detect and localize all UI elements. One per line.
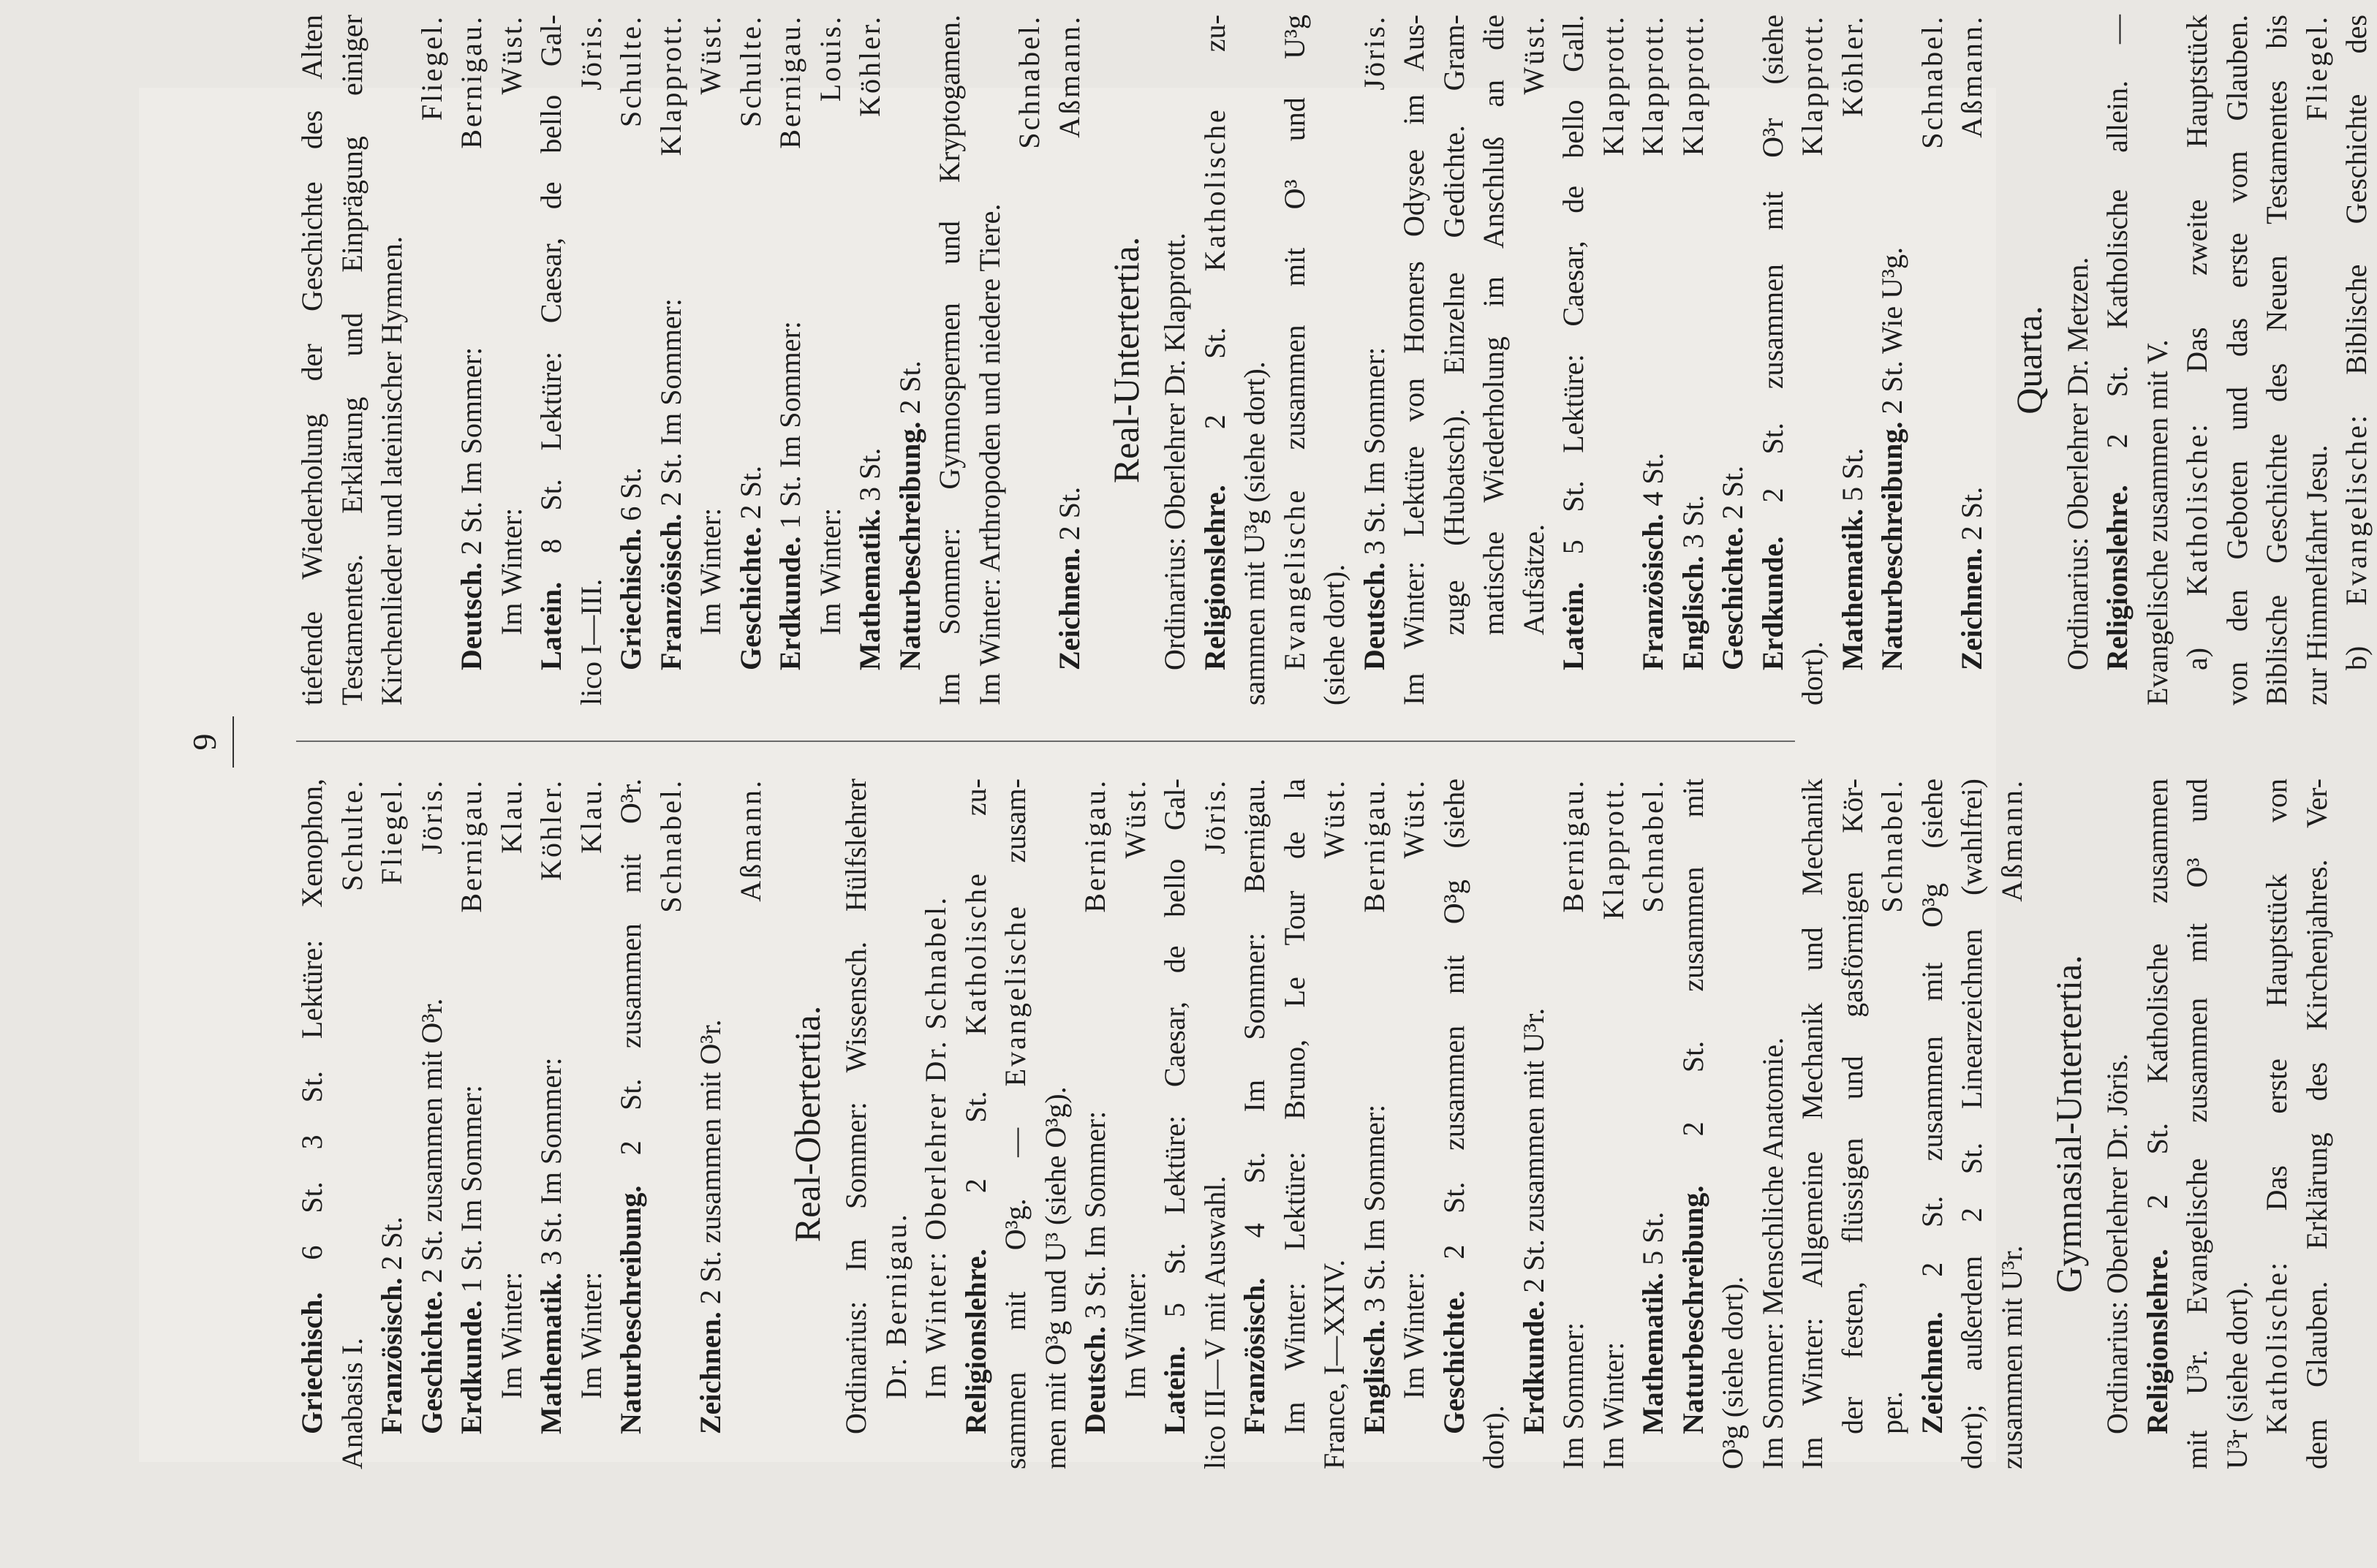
subject-label: Latein. (1158, 1345, 1191, 1434)
rotated-page (183, 14, 2373, 1469)
subject-label: Naturbeschreibung. (1676, 1185, 1709, 1434)
text-line (333, 779, 373, 1469)
text-run: 1 St. Im Sommer: (455, 1085, 488, 1300)
text-run: tiefende Wiederholung der Geschichte des Alten (295, 15, 328, 705)
text-run: 2 St. zusammen mit O³g (siehe (1437, 779, 1470, 1291)
text-line (1793, 15, 1833, 705)
text-run: Im Winter: (494, 507, 528, 635)
right-column (292, 15, 2377, 705)
subject-label: Naturbeschreibung. (614, 1185, 647, 1434)
section-heading: Real-Obertertia. (787, 1005, 828, 1243)
text-line (1913, 779, 1953, 1469)
text-line (452, 15, 492, 705)
subject-label: Erdkunde. (455, 1300, 488, 1434)
text-line (1554, 779, 1594, 1469)
text-line (2058, 15, 2098, 705)
subject-label: Französisch. (654, 513, 687, 670)
text-line (1155, 779, 1195, 1469)
teacher-name: Bernigau. (1557, 779, 1590, 913)
subject-label: Zeichnen. (1052, 548, 1086, 670)
text-line (1235, 15, 1275, 705)
text-run: von den Geboten und das erste vom Glauben. (2220, 15, 2253, 705)
text-line (492, 15, 532, 705)
text-line (2098, 15, 2138, 705)
text-run: 3 St. (853, 447, 886, 509)
text-run: matische Wiederholung im Anschluß an die (1477, 15, 1510, 635)
subject-label: Englisch. (1357, 1319, 1391, 1434)
text-line (1793, 779, 1833, 1469)
teacher-name: Klapprott. (1596, 15, 1630, 156)
text-run: 2 St. zusammen mit O³r. (415, 998, 448, 1291)
teacher-name: Bernigau. (455, 779, 488, 913)
text-run: 3 St. Im Sommer: (1357, 346, 1391, 563)
teacher-name: Louis. (813, 15, 847, 102)
text-line (836, 779, 877, 1469)
text-line (1050, 15, 1090, 705)
teacher-name: Bernigau. (774, 15, 806, 149)
subject-label: Zeichnen. (1915, 1311, 1949, 1434)
teacher-name: Schulte. (733, 15, 767, 127)
text-line (1474, 779, 1514, 1469)
teacher-name: Aßmann. (1995, 779, 2028, 902)
text-line (372, 779, 412, 1469)
text-run: Evangelische zusammen mit V. (2140, 339, 2174, 705)
teacher-name: Klapprott. (1596, 779, 1630, 920)
text-run: zusammen mit O³ und U³g (1277, 15, 1311, 488)
text-line (1833, 15, 1873, 705)
subject-label: Mathematik. (853, 508, 886, 670)
teacher-name: Schnabel. (1013, 15, 1046, 149)
text-run: 5 St. Lektüre: Caesar, de bello Gall. (1557, 15, 1590, 582)
text-run: Im Sommer: (1557, 1322, 1590, 1469)
text-line (1952, 779, 1992, 1469)
text-line (611, 15, 651, 705)
subject-label: Mathematik. (1636, 1272, 1669, 1434)
text-run: 2 St. (375, 1216, 408, 1278)
text-line (2218, 15, 2258, 705)
teacher-name: Fliegel. (415, 15, 448, 121)
teacher-name: Klau. (494, 779, 528, 854)
subject-label: Latein. (1557, 581, 1590, 670)
text-line (572, 15, 612, 705)
teacher-name: Wüst. (1118, 779, 1152, 859)
text-line (2177, 779, 2218, 1469)
text-run: Im Winter: Lektüre: Bruno, Le Tour de la (1277, 779, 1311, 1434)
subject-label: Zeichnen. (1955, 548, 1988, 670)
subject-label: Naturbeschreibung. (1875, 421, 1908, 670)
subject-label: Griechisch. (295, 1292, 328, 1434)
teacher-name: Wüst. (1397, 779, 1430, 859)
text-line (877, 779, 917, 1469)
text-run: sammen mit U³g (siehe dort). (1238, 361, 1271, 705)
teacher-name: Jöris. (1357, 15, 1391, 91)
text-run: 2 St. zusammen mit U³r. (1516, 1007, 1550, 1300)
teacher-name: Schnabel. (654, 779, 687, 913)
text-run: Ordinarius: Im Sommer: Wissensch. Hülfslehrer (839, 779, 872, 1434)
text-line (1195, 779, 1236, 1469)
text-line (1674, 15, 1714, 705)
text-run: 5 St. (1835, 447, 1869, 509)
page-number-rule (233, 716, 234, 768)
spaced-text: Katholische (959, 871, 992, 1036)
text-line (1713, 779, 1753, 1469)
text-run: dem Glauben. Erklärung des Kirchenjahres. Ver- (2299, 779, 2333, 1469)
text-line (1155, 15, 1195, 705)
text-run: 6 St. (614, 467, 647, 529)
text-line (1315, 779, 1355, 1469)
teacher-name: Aßmann. (733, 779, 767, 902)
teacher-name: Bernigau. (1078, 779, 1111, 913)
spaced-text: Evangelische (999, 904, 1032, 1087)
text-line (292, 15, 333, 705)
text-line (691, 15, 731, 705)
text-line (2177, 15, 2218, 705)
text-line (611, 779, 651, 1469)
text-run: zusammen mit U³r. (1995, 1245, 2028, 1469)
text-line (1474, 15, 1514, 705)
text-line (452, 779, 492, 1469)
text-run: Ordinarius: Oberlehrer Dr. Metzen. (2060, 257, 2094, 670)
text-line (1514, 15, 1554, 705)
text-line (1753, 15, 1794, 705)
text-run: 5 St. Lektüre: Caesar, de bello Gal- (1158, 779, 1191, 1346)
text-line (1355, 779, 1395, 1469)
text-run: 2 St. zusammen mit O³r. (614, 779, 647, 1186)
spaced-text: Evangelische (2340, 423, 2373, 606)
section-heading: Gymnasial-Untertertia. (2048, 955, 2089, 1293)
text-run: Im Winter: Allgemeine Mechanik und Mechanik (1796, 779, 1829, 1469)
text-run: dort). (1796, 641, 1829, 705)
text-line (2098, 779, 2138, 1469)
teacher-name: Wüst. (1516, 15, 1550, 95)
text-line (2138, 15, 2178, 705)
text-line (1992, 779, 2033, 1469)
text-run: 3 St. (1676, 494, 1709, 556)
text-run: zuge (Hubatsch). Einzelne Gedichte. Gram- (1437, 15, 1470, 635)
text-run: 5 St. (1636, 1211, 1669, 1273)
teacher-name: Klapprott. (654, 15, 687, 156)
teacher-name: Klapprott. (1796, 15, 1829, 156)
text-line (930, 15, 970, 705)
text-line (970, 15, 1010, 705)
subject-label: Englisch. (1676, 556, 1709, 670)
subject-label: Mathematik. (1835, 508, 1869, 670)
left-column (292, 779, 2337, 1469)
text-line (1514, 779, 1554, 1469)
text-line (532, 779, 572, 1469)
text-line (956, 779, 997, 1469)
text-line (850, 15, 891, 705)
text-line (2337, 15, 2377, 705)
text-run: 4 St. (1636, 452, 1669, 514)
teacher-name: Bernigau. (455, 15, 488, 149)
text-run: lico I—III. (574, 578, 608, 705)
text-line (1315, 15, 1355, 705)
subject-label: Mathematik. (534, 1272, 567, 1434)
subject-label: Geschichte. (1716, 526, 1749, 670)
text-line (771, 15, 811, 705)
section-heading: Quarta. (2008, 306, 2049, 414)
spaced-text: Katholische (1198, 107, 1231, 272)
text-run: zusam- (999, 779, 1032, 905)
text-run: 2 St. (1198, 271, 1231, 485)
text-run: Im Winter: Arthropoden und niedere Tiere. (972, 203, 1006, 705)
text-line (916, 779, 956, 1469)
text-run: Ordinarius: Oberlehrer Dr. Klapprott. (1158, 232, 1191, 670)
subject-label: Erdkunde. (1756, 536, 1789, 670)
text-line (1872, 779, 1913, 1469)
text-run: 2 St. (959, 1035, 992, 1249)
text-line (1195, 15, 1236, 705)
teacher-name: Klapprott. (1636, 15, 1669, 156)
subject-label: Erdkunde. (1516, 1300, 1550, 1434)
text-line (1076, 779, 1116, 1469)
teacher-name: Köhler. (853, 15, 886, 117)
text-line (412, 779, 453, 1469)
text-run: 2 St. (893, 360, 926, 422)
text-line (1753, 779, 1794, 1469)
text-run: 2 St. zusammen mit O³g (siehe (1915, 779, 1949, 1312)
text-run: Im Winter: (1596, 1341, 1630, 1469)
text-line (691, 779, 731, 1469)
text-line (1913, 15, 1953, 705)
teacher-name: Aßmann. (1052, 15, 1086, 138)
text-run: Im Winter: (1118, 1271, 1152, 1399)
spaced-text: Im Winter: Oberlehrer Dr. Schnabel. (919, 895, 952, 1399)
text-line (1010, 15, 1050, 705)
text-line (2138, 779, 2178, 1469)
text-line (1275, 15, 1315, 705)
text-run: Im Winter: (574, 1271, 608, 1399)
text-run: Im Sommer: Gymnospermen und Kryptogamen. (933, 15, 966, 705)
text-run: 2 St. Im Sommer: (455, 346, 488, 563)
subject-label: Erdkunde. (774, 536, 806, 670)
text-run: Im Winter: (694, 507, 727, 635)
text-run: dort). (1477, 1405, 1510, 1469)
text-line (492, 779, 532, 1469)
text-run: 2 St. (1716, 466, 1749, 527)
subject-label: Latein. (534, 581, 567, 670)
text-line (372, 15, 412, 705)
text-line (731, 15, 771, 705)
teacher-name: Schnabel. (1915, 15, 1949, 149)
text-run: 2 St. (1052, 486, 1086, 548)
text-line (2257, 779, 2297, 1469)
text-line (651, 15, 692, 705)
text-run: mit U³r. Evangelische zusammen mit O³ und (2180, 779, 2213, 1469)
teacher-name: Schulte. (614, 15, 647, 127)
text-line (292, 779, 333, 1469)
spaced-text: Katholische (2180, 432, 2213, 596)
text-line (1633, 779, 1674, 1469)
teacher-name: Bernigau. (1357, 779, 1391, 913)
teacher-name: Fliegel. (375, 779, 408, 885)
text-run: lico III—V mit Auswahl. (1198, 1175, 1231, 1469)
text-line (1633, 15, 1674, 705)
text-run: men mit O³g und U³ (siehe O³g). (1038, 1086, 1072, 1469)
text-run: Im Winter: (1397, 1271, 1430, 1399)
column-divider (296, 741, 1795, 742)
text-line (2297, 779, 2338, 1469)
text-run: : Biblische Geschichte des (2340, 15, 2373, 424)
subject-label: Griechisch. (614, 528, 647, 670)
subject-label: Zeichnen. (694, 1311, 727, 1434)
subject-label: Deutsch. (1078, 1326, 1111, 1434)
text-line (532, 15, 572, 705)
text-line (1116, 779, 1156, 1469)
teacher-name: Aßmann. (1955, 15, 1988, 138)
subject-label: Französisch. (1636, 513, 1669, 670)
text-line (996, 779, 1036, 1469)
text-run: 2 St. Wie U³g. (1875, 247, 1908, 422)
teacher-name: Jöris. (415, 779, 448, 855)
text-run: 6 St. 3 St. Lektüre: Xenophon, (295, 779, 328, 1292)
text-line (412, 15, 453, 705)
text-line (1036, 779, 1076, 1469)
subject-label: Religionslehre. (959, 1249, 992, 1434)
subject-label: Naturbeschreibung. (893, 421, 926, 670)
teacher-name: Schulte. (335, 779, 369, 891)
text-line (891, 15, 931, 705)
text-run: 2 St. zusammen mit O³r. (694, 1019, 727, 1312)
teacher-name: Köhler. (534, 779, 567, 881)
text-run: zur Himmelfahrt Jesu. (2299, 444, 2333, 705)
text-run: O³g (siehe dort). (1716, 1276, 1749, 1469)
teacher-name: Jöris. (1198, 779, 1231, 855)
text-line (1554, 15, 1594, 705)
text-run: Ordinarius: Oberlehrer Dr. Jöris. (2101, 1053, 2134, 1434)
text-run: Kirchenlieder und lateinischer Hymnen. (375, 236, 408, 705)
teacher-name: Wüst. (1318, 779, 1350, 859)
spaced-text: Evangelische (1277, 488, 1311, 670)
text-run: Im Winter: (494, 1271, 528, 1399)
text-run: 2 St. (1955, 486, 1988, 548)
text-run: : Das erste Hauptstück von (2260, 779, 2293, 1270)
text-run: 2 St. zusammen mit (1676, 779, 1709, 1186)
text-run: 4 St. Im Sommer: Bernigau. (1238, 779, 1271, 1278)
text-run: Biblische Geschichte des Neuen Testamentes bis (2260, 15, 2293, 705)
text-run: zu- (1198, 14, 1231, 108)
text-run: : Das zweite Hauptstück (2180, 15, 2213, 433)
text-line (811, 15, 851, 705)
text-line (1713, 15, 1753, 705)
text-line (1594, 779, 1634, 1469)
text-run: 1 St. Im Sommer: (774, 321, 806, 537)
text-line (2257, 15, 2297, 705)
teacher-name: Schnabel. (1875, 779, 1908, 913)
text-line (1394, 779, 1435, 1469)
text-run: dort); außerdem 2 St. Linearzeichnen (wahlfrei) (1955, 779, 1988, 1469)
text-line (1674, 779, 1714, 1469)
text-run: b) (2340, 605, 2373, 670)
teacher-name: Schnabel. (1636, 779, 1669, 913)
text-run: Testamentes. Erklärung und Einprägung einiger (335, 15, 369, 705)
text-run: U³r (siehe dort). (2220, 1281, 2253, 1469)
text-run: 2 St. Im Sommer: (654, 298, 687, 514)
spaced-text: Dr. Bernigau. (879, 1212, 912, 1399)
text-run: 8 St. Lektüre: Caesar, de bello Gal- (534, 15, 567, 582)
subject-label: Deutsch. (455, 562, 488, 670)
text-line (1394, 15, 1435, 705)
text-run: 2 St. zusammen mit O³r (siehe (1756, 15, 1789, 537)
text-line (1355, 15, 1395, 705)
section-heading: Real-Untertertia. (1106, 236, 1146, 484)
text-run: zu- (959, 778, 992, 872)
text-run: 3 St. Im Sommer: (1078, 1110, 1111, 1327)
text-run: Anabasis I. (335, 1338, 369, 1469)
text-run: Aufsätze. (1516, 523, 1550, 635)
text-run: der festen, flüssigen und gasförmigen Kör- (1835, 779, 1869, 1434)
text-run: sammen mit O³g. — (999, 1086, 1032, 1469)
text-run: 3 St. Im Sommer: (534, 1057, 567, 1273)
teacher-name: Fliegel. (2299, 15, 2333, 121)
text-line (1435, 779, 1475, 1469)
subject-label: Religionslehre. (2140, 1249, 2174, 1434)
teacher-name: Jöris. (574, 15, 608, 91)
subject-label: Geschichte. (415, 1290, 448, 1434)
text-line (651, 779, 692, 1469)
text-run: 2 St. Katholische zusammen (2140, 779, 2174, 1249)
text-line (572, 779, 612, 1469)
text-run: Im Winter: Lektüre von Homers Odysee im Aus- (1397, 15, 1430, 705)
spaced-text: Katholische (2260, 1270, 2293, 1434)
text-run: per. (1875, 1391, 1908, 1434)
text-line (2218, 779, 2258, 1469)
text-line (1952, 15, 1992, 705)
text-line (1235, 779, 1275, 1469)
text-line (333, 15, 373, 705)
subject-label: Geschichte. (733, 526, 767, 670)
text-line (2297, 15, 2338, 705)
text-line (1594, 15, 1634, 705)
subject-label: Französisch. (1238, 1277, 1271, 1434)
teacher-name: Klau. (574, 779, 608, 854)
text-line (731, 779, 771, 1469)
subject-label: Religionslehre. (2101, 485, 2134, 670)
subject-label: Geschichte. (1437, 1290, 1470, 1434)
text-run: a) (2180, 596, 2213, 670)
subject-label: Religionslehre. (1198, 485, 1231, 670)
text-run: (siehe dort). (1318, 564, 1350, 705)
text-line (1833, 779, 1873, 1469)
text-run: 2 St. Katholische allein. — (2101, 15, 2134, 485)
subject-label: Französisch. (375, 1277, 408, 1434)
text-run: 2 St. (733, 466, 767, 527)
teacher-name: Wüst. (694, 15, 727, 95)
teacher-name: Klapprott. (1676, 15, 1709, 156)
text-run: France, I—XXIV. (1318, 1260, 1350, 1469)
page-number: 9 (186, 733, 223, 751)
text-line (1275, 779, 1315, 1469)
text-run: Im Winter: (813, 507, 847, 635)
text-run: 3 St. Im Sommer: (1357, 1104, 1391, 1320)
subject-label: Deutsch. (1357, 562, 1391, 670)
text-line (1872, 15, 1913, 705)
teacher-name: Köhler. (1835, 15, 1869, 117)
text-line (1435, 15, 1475, 705)
teacher-name: Wüst. (494, 15, 528, 95)
text-run: Im Sommer: Menschliche Anatomie. (1756, 1037, 1789, 1469)
